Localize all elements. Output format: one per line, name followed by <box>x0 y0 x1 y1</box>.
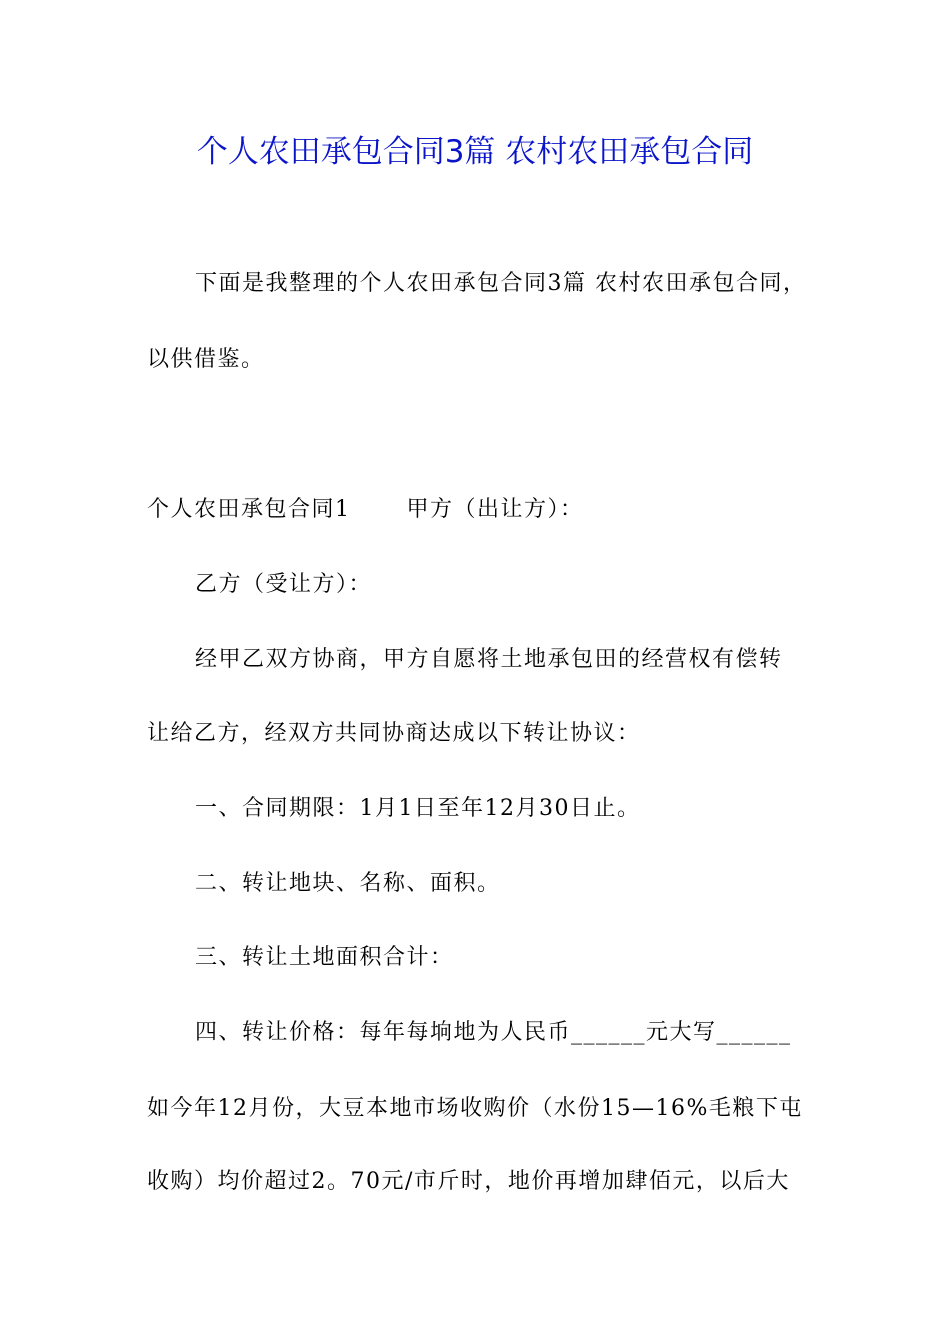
contract-heading-row <box>147 490 584 530</box>
intro-line-1: 下面是我整理的个人农田承包合同3篇 农村农田承包合同， <box>195 271 807 296</box>
contract-heading: 个人农田承包合同1 <box>147 497 351 522</box>
clause-4-price-line-2: 如今年12月份，大豆本地市场收购价（水份15—16%毛粮下屯 <box>147 1096 803 1121</box>
clause-2-plot: 二、转让地块、名称、面积。 <box>195 871 501 896</box>
document-title: 个人农田承包合同3篇 农村农田承包合同 <box>196 134 754 170</box>
party-a-label: 甲方（出让方）： <box>406 497 584 522</box>
party-b-label: 乙方（受让方）： <box>195 572 373 597</box>
clause-4-price-line-1: 四、转让价格：每年每垧地为人民币______元大写______ <box>195 1020 792 1045</box>
paragraph-1-line-1: 经甲乙双方协商，甲方自愿将土地承包田的经营权有偿转 <box>195 647 783 672</box>
clause-3-area: 三、转让土地面积合计： <box>195 945 454 970</box>
clause-1-term: 一、合同期限：1月1日至年12月30日止。 <box>195 796 641 821</box>
paragraph-1-line-2: 让给乙方，经双方共同协商达成以下转让协议： <box>147 721 641 746</box>
intro-line-2: 以供借鉴。 <box>147 347 265 372</box>
clause-4-price-line-3: 收购）均价超过2。70元/市斤时，地价再增加肆佰元，以后大 <box>147 1169 790 1194</box>
